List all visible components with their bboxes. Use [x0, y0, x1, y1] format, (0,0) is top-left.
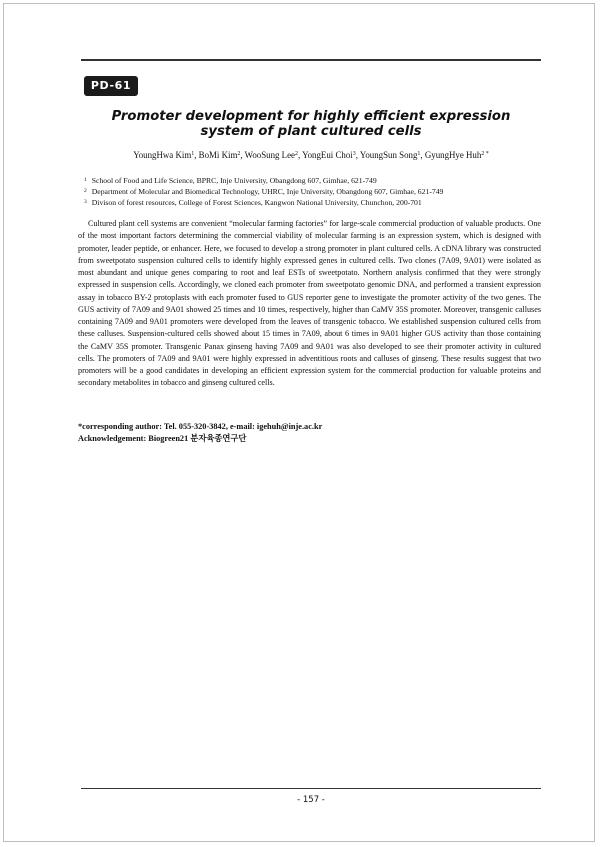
author: YoungSun Song$^1$ — [359, 150, 421, 160]
paper-title — [81, 109, 541, 139]
poster-id-badge: PD-61 — [84, 76, 138, 96]
author: WooSung Lee$^2$ — [244, 150, 298, 160]
author: YoungHwa Kim$^1$ — [133, 150, 195, 160]
affiliation-list — [84, 175, 542, 209]
page-number: - 157 - — [297, 795, 325, 805]
author-list: YoungHwa Kim$^1$, BoMi Kim$^2$, WooSung Lee$^2$, YongEui Choi$^3$, YoungSun Song$^1$, GyungHye Huh$^{2 *}$ — [133, 150, 489, 160]
author: GyungHye Huh$^{2 *}$ — [424, 150, 489, 160]
footnotes — [78, 421, 541, 445]
acknowledgement: Acknowledgement: Biogreen21 분자육종연구단 — [78, 434, 247, 443]
top-rule — [81, 59, 541, 61]
affiliation: $^1$ School of Food and Life Science, BPRC, Inje University, Obangdong 607, Gimhae, 621-749 — [84, 176, 377, 185]
title-line-2: system of plant cultured cells — [200, 124, 422, 139]
abstract-body: Cultured plant cell systems are convenient “molecular farming factories” for large-scale commercial production of valuable products. One of the most important factors determining the commercial viability of molecular farming is an expression system, which is designed with promoter, leader peptide, or enhancer. Here, we focused to develop a strong promoter in plant cultured cells. A cDNA library was constructed from sweetpotato suspension cultured cells to identify highly expressed genes in cultured cells. Two clones (7A09, 9A01) were isolated as most abundant and unique genes comparing to root and leaf ESTs of sweetpotato. Northern analysis confirmed that they were strongly expressed in suspension cells. Accordingly, we cloned each promoter from sweetpotato genomic DNA, and performed a transient expression assay in tobacco BY-2 protoplasts with each promoter fused to GUS reporter gene to investigate the promoter activity of the two genes. The GUS activity of 7A09 and 9A01 showed 25 times and 10 times, respectively, higher than CaMV 35S promoter. Moreover, transgenic calluses containing 7A09 and 9A01 promoters were developed from the leaves of transgenic tobacco. We established suspension cultured cells from these calluses. Suspension-cultured cells showed about 15 times in 7A09, about 6 times in 9A01 higher GUS activity than those containing the CaMV 35S promoter. Transgenic Panax ginseng having 7A09 and 9A01 was also developed to see their promoter activity in cultured cells. The promoters of 7A09 and 9A01 were highly expressed in adventitious roots and calluses of ginseng. These results suggest that two promoters will be a good candidates in developing an efficient expression system for the commercial production for valuable proteins and secondary metabolites in tobacco and ginseng cultured cells. — [78, 219, 541, 388]
affiliation: $^3$ Divison of forest resources, College of Forest Sciences, Kangwon National University, Chunchon, 200-701 — [84, 198, 422, 208]
affiliation: $^2$ Department of Molecular and Biomedical Technology, UHRC, Inje University, Obangdong 607, Gimhae, 621-749 — [84, 187, 444, 197]
title-line-1: Promoter development for highly efficient expression — [111, 109, 511, 124]
author: BoMi Kim$^2$ — [198, 150, 241, 160]
author: YongEui Choi$^3$ — [302, 150, 356, 160]
bottom-rule — [81, 788, 541, 789]
corresponding-author: *corresponding author: Tel. 055-320-3842, e-mail: igehuh@inje.ac.kr — [78, 422, 323, 431]
